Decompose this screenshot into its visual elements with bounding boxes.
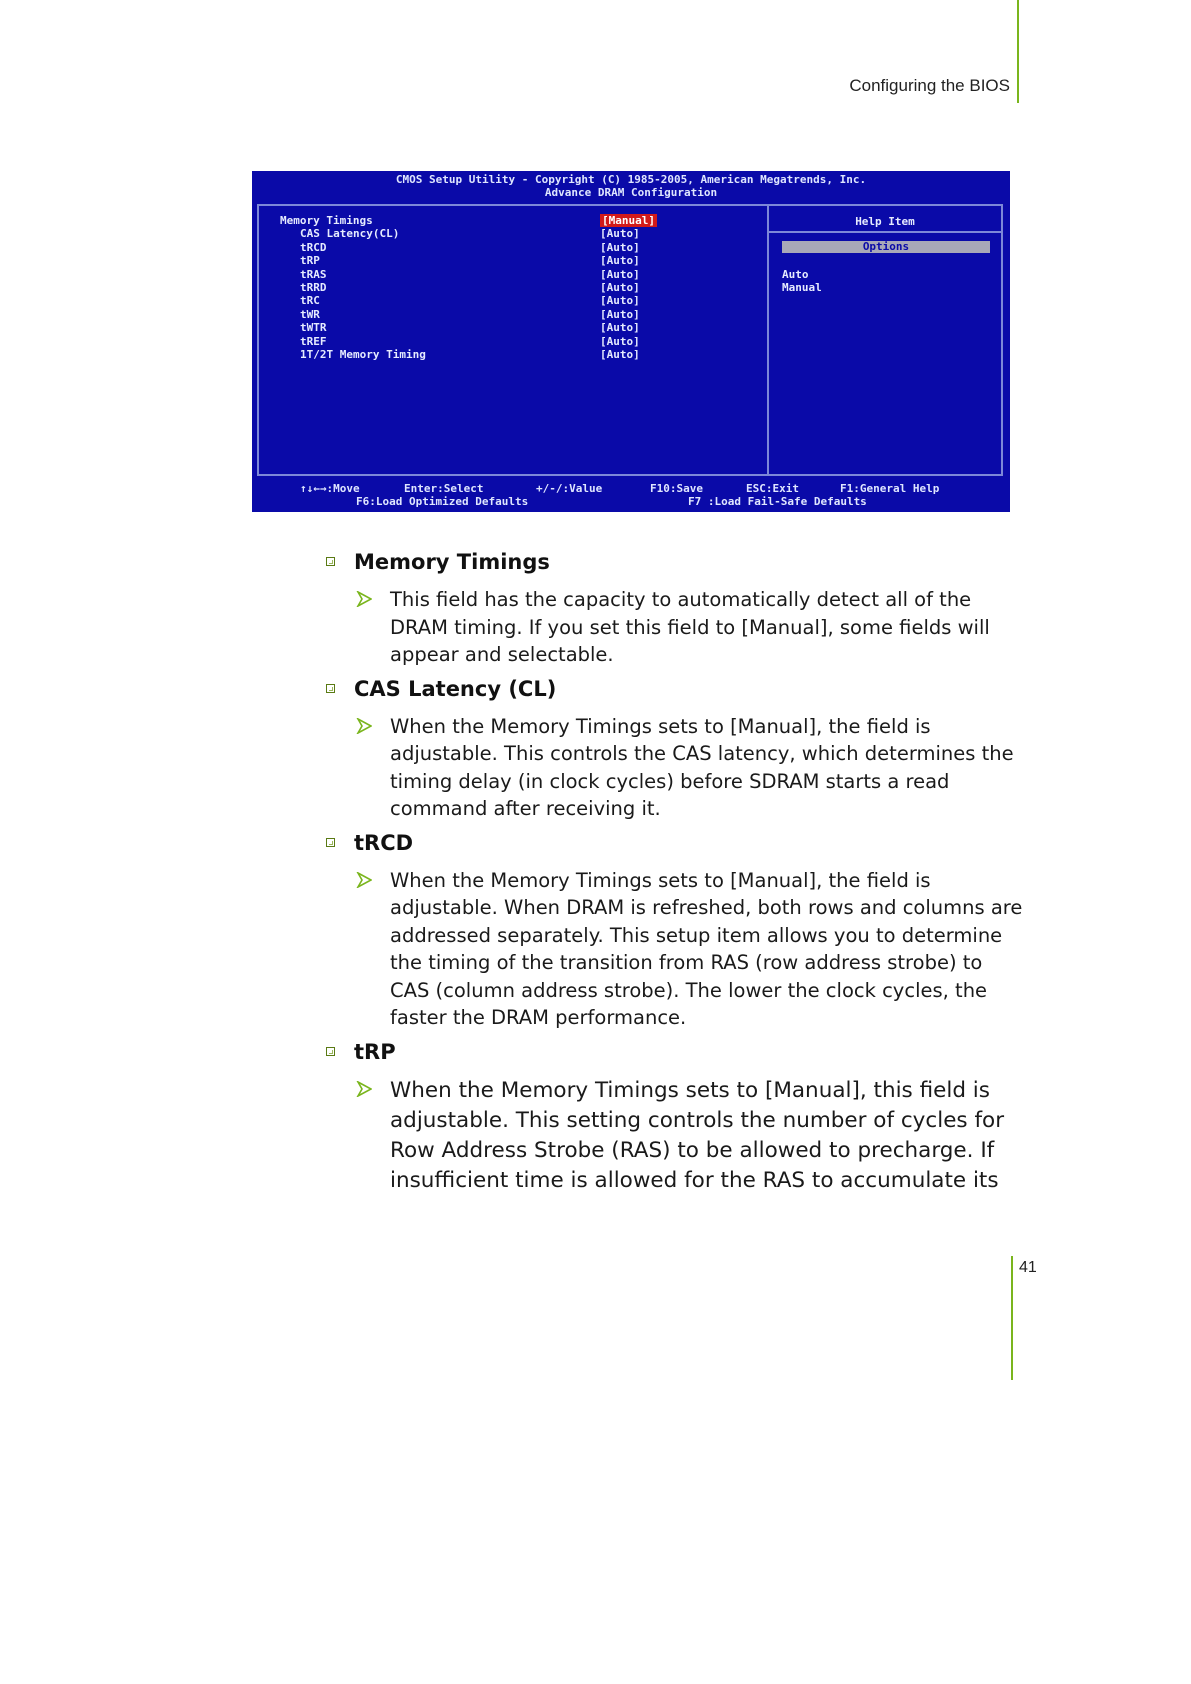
section-heading xyxy=(326,548,1026,576)
bios-row-label: tRRD xyxy=(300,280,327,294)
bios-row-value[interactable]: [Auto] xyxy=(600,294,640,308)
checkbox-bullet-icon xyxy=(326,557,335,566)
bios-footer xyxy=(252,482,1010,508)
section-memory-timings xyxy=(326,548,1026,669)
section-heading xyxy=(326,829,1026,857)
bios-header-title: Advance DRAM Configuration xyxy=(544,186,718,199)
section-body xyxy=(326,713,1026,823)
page-header-title: Configuring the BIOS xyxy=(849,76,1010,95)
bios-header xyxy=(252,173,1010,199)
bios-row-value[interactable]: [Auto] xyxy=(600,307,640,321)
arrow-bullet-icon xyxy=(356,718,372,734)
bios-row-twtr[interactable] xyxy=(280,321,640,335)
checkbox-bullet-icon xyxy=(326,1047,335,1056)
bios-row-label: tWTR xyxy=(300,321,327,335)
bios-footer-help: F1:General Help xyxy=(840,482,940,495)
section-trp xyxy=(326,1038,1026,1196)
checkbox-bullet-icon xyxy=(326,684,335,693)
section-body-text: When the Memory Timings sets to [Manual], the field is adjustable. This controls the CAS latency, which determines the timing delay (in clock cycles) before SDRAM starts a read command after receiving it. xyxy=(390,714,1014,820)
bios-row-label: tREF xyxy=(300,334,327,348)
bios-row-value[interactable]: [Auto] xyxy=(600,347,640,361)
section-heading-text: Memory Timings xyxy=(354,550,550,574)
bios-row-label: tRCD xyxy=(300,240,327,254)
bios-row-tras[interactable] xyxy=(280,267,640,281)
section-body-text: When the Memory Timings sets to [Manual], the field is adjustable. When DRAM is refreshed, both rows and columns are addressed separately. This setup item allows you to determine the timing of the transition from RAS (row address strobe) to CAS (column address strobe). The lower the clock cycles, the faster the DRAM performance. xyxy=(390,868,1023,1029)
bios-help-title: Help Item xyxy=(855,215,915,228)
section-body xyxy=(326,1076,1026,1196)
section-heading xyxy=(326,675,1026,703)
section-heading-text: tRP xyxy=(354,1039,396,1064)
bios-row-label: tRC xyxy=(300,294,320,308)
bios-row-label: 1T/2T Memory Timing xyxy=(300,347,426,361)
section-heading-text: tRCD xyxy=(354,830,414,855)
bios-row-memory-timings[interactable] xyxy=(280,214,655,227)
bios-row-trrd[interactable] xyxy=(280,280,640,294)
footer-rule xyxy=(1011,1256,1013,1380)
section-trcd xyxy=(326,829,1026,1032)
section-body xyxy=(326,586,1026,669)
bios-help-options-list xyxy=(782,268,822,294)
bios-row-twr[interactable] xyxy=(280,307,640,321)
arrow-bullet-icon xyxy=(356,1081,372,1097)
section-body-text: When the Memory Timings sets to [Manual], this field is adjustable. This setting controls the number of cycles for Row Address Strobe (RAS) to be allowed to precharge. If insufficient time is allowed for the RAS to accumulate its xyxy=(390,1077,1005,1193)
bios-row-label: CAS Latency(CL) xyxy=(300,227,400,241)
bios-footer-select: Enter:Select xyxy=(404,482,484,495)
bios-screenshot xyxy=(252,171,1010,512)
bios-row-cas-latency[interactable] xyxy=(280,227,640,241)
bios-header-copyright: CMOS Setup Utility - Copyright (C) 1985-2005, American Megatrends, Inc. xyxy=(395,173,867,186)
bios-row-tref[interactable] xyxy=(280,334,640,348)
content xyxy=(326,548,1026,1196)
bios-row-value[interactable]: [Auto] xyxy=(600,254,640,268)
bios-row-value[interactable]: [Manual] xyxy=(602,214,655,227)
section-body xyxy=(326,867,1026,1032)
section-cas-latency xyxy=(326,675,1026,823)
bios-row-value[interactable]: [Auto] xyxy=(600,334,640,348)
section-heading xyxy=(326,1038,1026,1066)
bios-footer-optimized: F6:Load Optimized Defaults xyxy=(356,495,529,508)
bios-row-1t2t-memory-timing[interactable] xyxy=(280,347,640,361)
bios-row-trc[interactable] xyxy=(280,294,640,308)
bios-row-label: Memory Timings xyxy=(280,214,373,227)
bios-row-value[interactable]: [Auto] xyxy=(600,227,640,241)
bios-row-label: tRP xyxy=(300,254,320,268)
section-heading-text: CAS Latency (CL) xyxy=(354,676,557,701)
bios-footer-exit: ESC:Exit xyxy=(746,482,799,495)
bios-row-trp[interactable] xyxy=(280,254,640,268)
bios-help-options-label: Options xyxy=(782,241,990,253)
bios-row-trcd[interactable] xyxy=(280,240,640,254)
page-number: 41 xyxy=(1019,1259,1037,1276)
bios-row-label: tWR xyxy=(300,307,320,321)
bios-footer-value: +/-/:Value xyxy=(536,482,603,495)
arrow-bullet-icon xyxy=(356,872,372,888)
section-body-text: This field has the capacity to automatically detect all of the DRAM timing. If you set this field to [Manual], some fields will appear and selectable. xyxy=(390,588,990,666)
header-rule xyxy=(1017,0,1019,103)
bios-row-value[interactable]: [Auto] xyxy=(600,280,640,294)
bios-row-value[interactable]: [Auto] xyxy=(600,321,640,335)
bios-settings-list xyxy=(280,214,655,361)
bios-help-option: Auto xyxy=(782,268,809,281)
arrow-bullet-icon xyxy=(356,591,372,607)
bios-footer-move: ↑↓←→:Move xyxy=(300,482,360,495)
bios-footer-save: F10:Save xyxy=(650,482,703,495)
bios-footer-failsafe: F7 :Load Fail-Safe Defaults xyxy=(688,495,867,508)
bios-help-rule xyxy=(769,231,1001,233)
bios-divider xyxy=(767,206,769,474)
bios-help-option: Manual xyxy=(782,281,822,294)
checkbox-bullet-icon xyxy=(326,838,335,847)
bios-row-value[interactable]: [Auto] xyxy=(600,267,640,281)
bios-row-label: tRAS xyxy=(300,267,327,281)
bios-row-value[interactable]: [Auto] xyxy=(600,240,640,254)
